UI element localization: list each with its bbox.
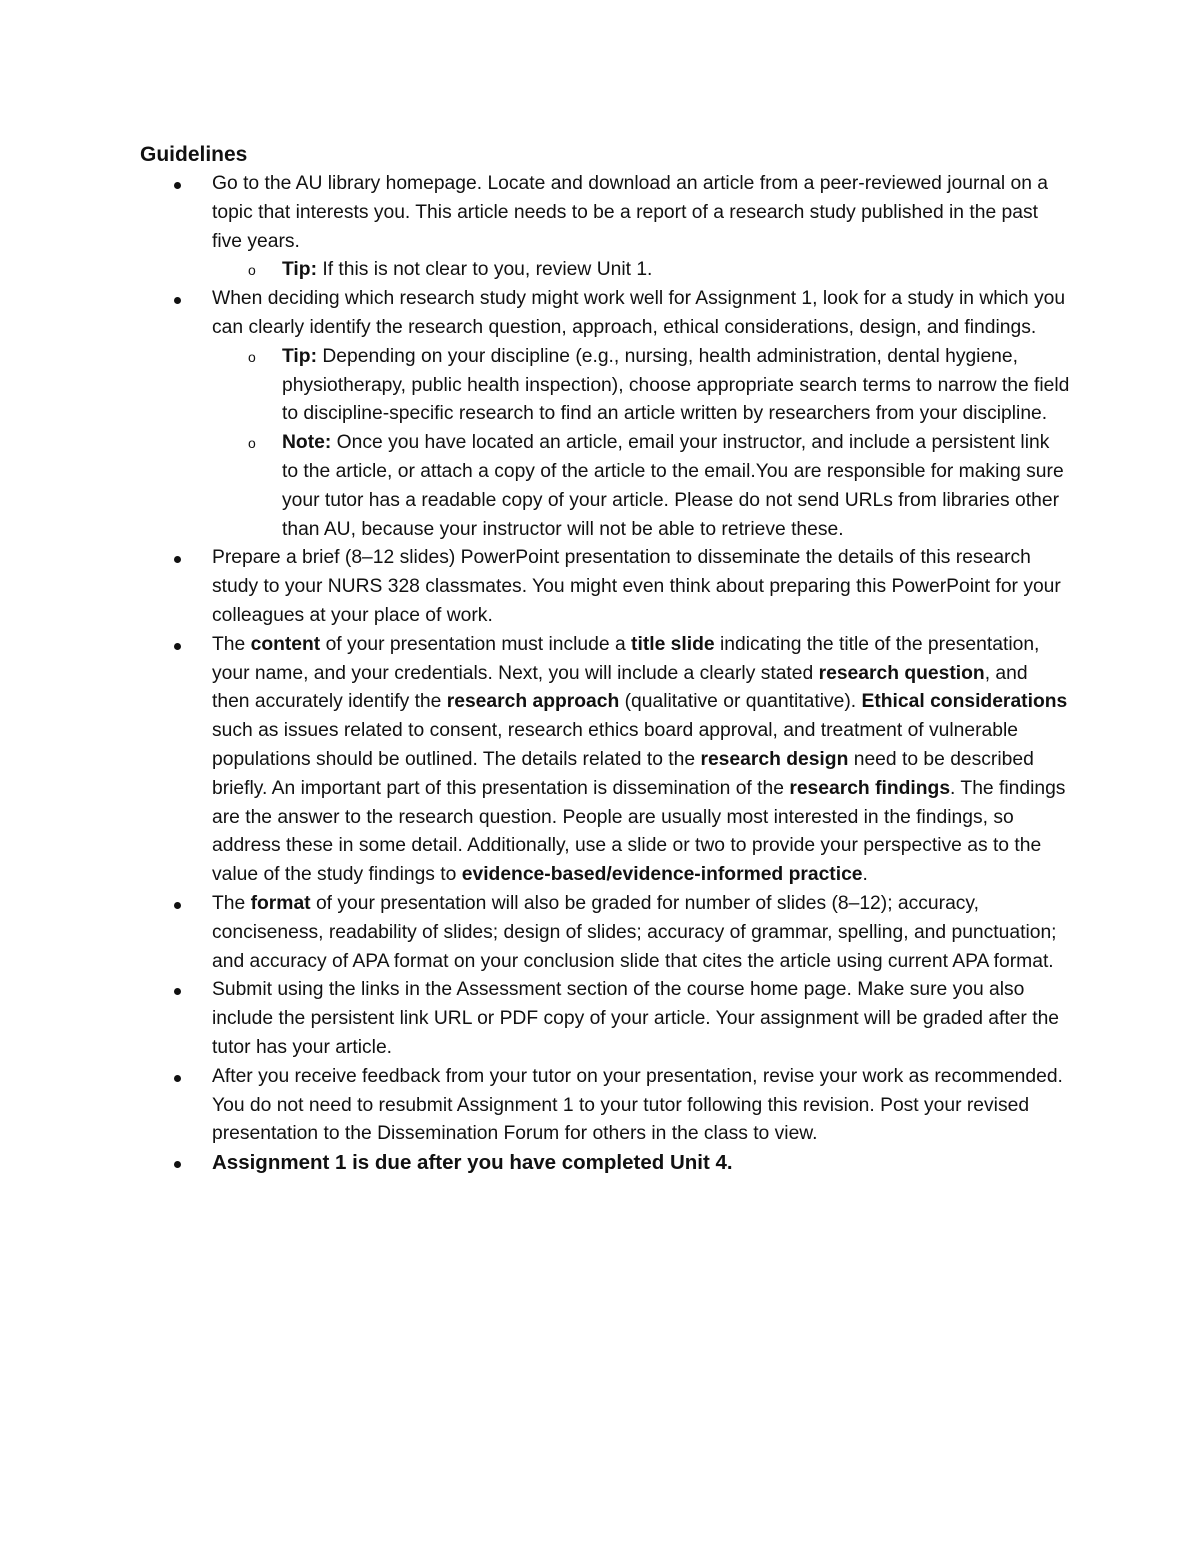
due-date-text: Assignment 1 is due after you have completed Unit 4. [212,1151,733,1175]
tip-label: Tip: [282,345,317,367]
list-item-text: After you receive feedback from your tutor on your presentation, revise your work as recommended. You do not need to resubmit Assignment 1 to your tutor following this revision. Post your revised presentation to the Dissemination Forum for others in the class to view. [212,1065,1063,1145]
bullet-icon [174,556,181,563]
list-item-choose-study [140,285,1070,544]
text-run: , and then accurately identify the [212,662,1028,713]
list-item-library-article [140,170,1070,285]
bullet-icon [174,297,181,304]
bullet-icon [174,988,181,995]
list-item-text: Submit using the links in the Assessment section of the course home page. Make sure you also include the persistent link URL or PDF copy of your article. Your assignment will be graded after the tutor has your article. [212,979,1060,1058]
sub-list [212,256,1070,285]
bold-term-format: format [250,892,311,914]
note-label: Note: [282,432,332,454]
list-item-text: Prepare a brief (8–12 slides) PowerPoint presentation to disseminate the details of this research study to your NURS 328 classmates. You might even think about preparing this PowerPoint for your colleagues at your place of work. [212,547,1061,626]
sub-bullet-icon: o [248,262,256,279]
text-run: . [862,864,868,886]
bullet-icon [174,1075,181,1082]
sub-bullet-icon: o [248,348,256,365]
list-item-format [140,890,1070,976]
sub-item-tip-discipline [212,343,1070,429]
list-item-text: Go to the AU library homepage. Locate and download an article from a peer-reviewed journal on a topic that interests you. This article needs to be a report of a research study published in the past five years. [212,173,1049,252]
bold-term-research-findings: research findings [789,777,951,799]
bullet-icon [174,182,181,189]
tip-label: Tip: [282,259,317,281]
sub-list [212,343,1070,545]
text-run: need to be described briefly. An important part of this presentation is dissemination of the [212,748,1034,799]
tip-text: If this is not clear to you, review Unit 1. [317,259,653,281]
bullet-icon [174,1161,181,1168]
text-run: The [212,633,251,655]
sub-item-note-email [212,429,1070,544]
bullet-icon [174,902,181,909]
text-run: of your presentation will also be graded for number of slides (8–12); accuracy, conciseness, readability of slides; design of slides; accuracy of grammar, spelling, and punctuation; and accuracy of APA format on your conclusion slide that cites the article using current APA format. [212,892,1057,972]
bold-term-research-design: research design [700,748,849,770]
guidelines-list [140,170,1070,1179]
list-item-submit [140,976,1070,1062]
sub-bullet-icon: o [248,435,256,452]
text-run: The [212,892,251,914]
list-item-due-date [140,1149,1070,1179]
text-run: such as issues related to consent, research ethics board approval, and treatment of vulnerable populations should be outlined. The details related to the [212,720,1018,770]
list-item-prepare-powerpoint [140,544,1070,630]
bold-term-research-question: research question [818,662,985,684]
bullet-icon [174,643,181,650]
bold-term-evidence-based-practice: evidence-based/evidence-informed practice [461,864,863,886]
sub-item-tip-unit1 [212,256,1070,285]
bold-term-ethical-considerations: Ethical considerations [861,691,1068,713]
bold-term-content: content [250,633,321,655]
bold-term-title-slide: title slide [631,633,715,655]
text-run: indicating the title of the presentation, your name, and your credentials. Next, you will include a clearly stated [212,633,1040,684]
tip-text: Depending on your discipline (e.g., nursing, health administration, dental hygiene, physiotherapy, public health inspection), choose appropriate search terms to narrow the field to discipline-specific research to find an article written by researchers from your discipline. [282,345,1070,425]
list-item-revise [140,1063,1070,1149]
bold-term-research-approach: research approach [446,691,620,713]
text-run: (qualitative or quantitative). [619,691,862,713]
list-item-text: When deciding which research study might work well for Assignment 1, look for a study in which you can clearly identify the research question, approach, ethical considerations, design, and findings. [212,288,1066,338]
text-run: of your presentation must include a [320,633,632,655]
page-heading: Guidelines [140,143,248,166]
note-text: Once you have located an article, email your instructor, and include a persistent link to the article, or attach a copy of the article to the email.You are responsible for making sure your tutor has a readable copy of your article. Please do not send URLs from libraries other than AU, because your instructor will not be able to retrieve these. [282,432,1064,540]
list-item-content [140,631,1070,890]
document-content [140,140,1070,1179]
text-run: . The findings are the answer to the research question. People are usually most interested in the findings, so address these in some detail. Additionally, use a slide or two to provide your perspective as to the value of the study findings to [212,777,1066,886]
